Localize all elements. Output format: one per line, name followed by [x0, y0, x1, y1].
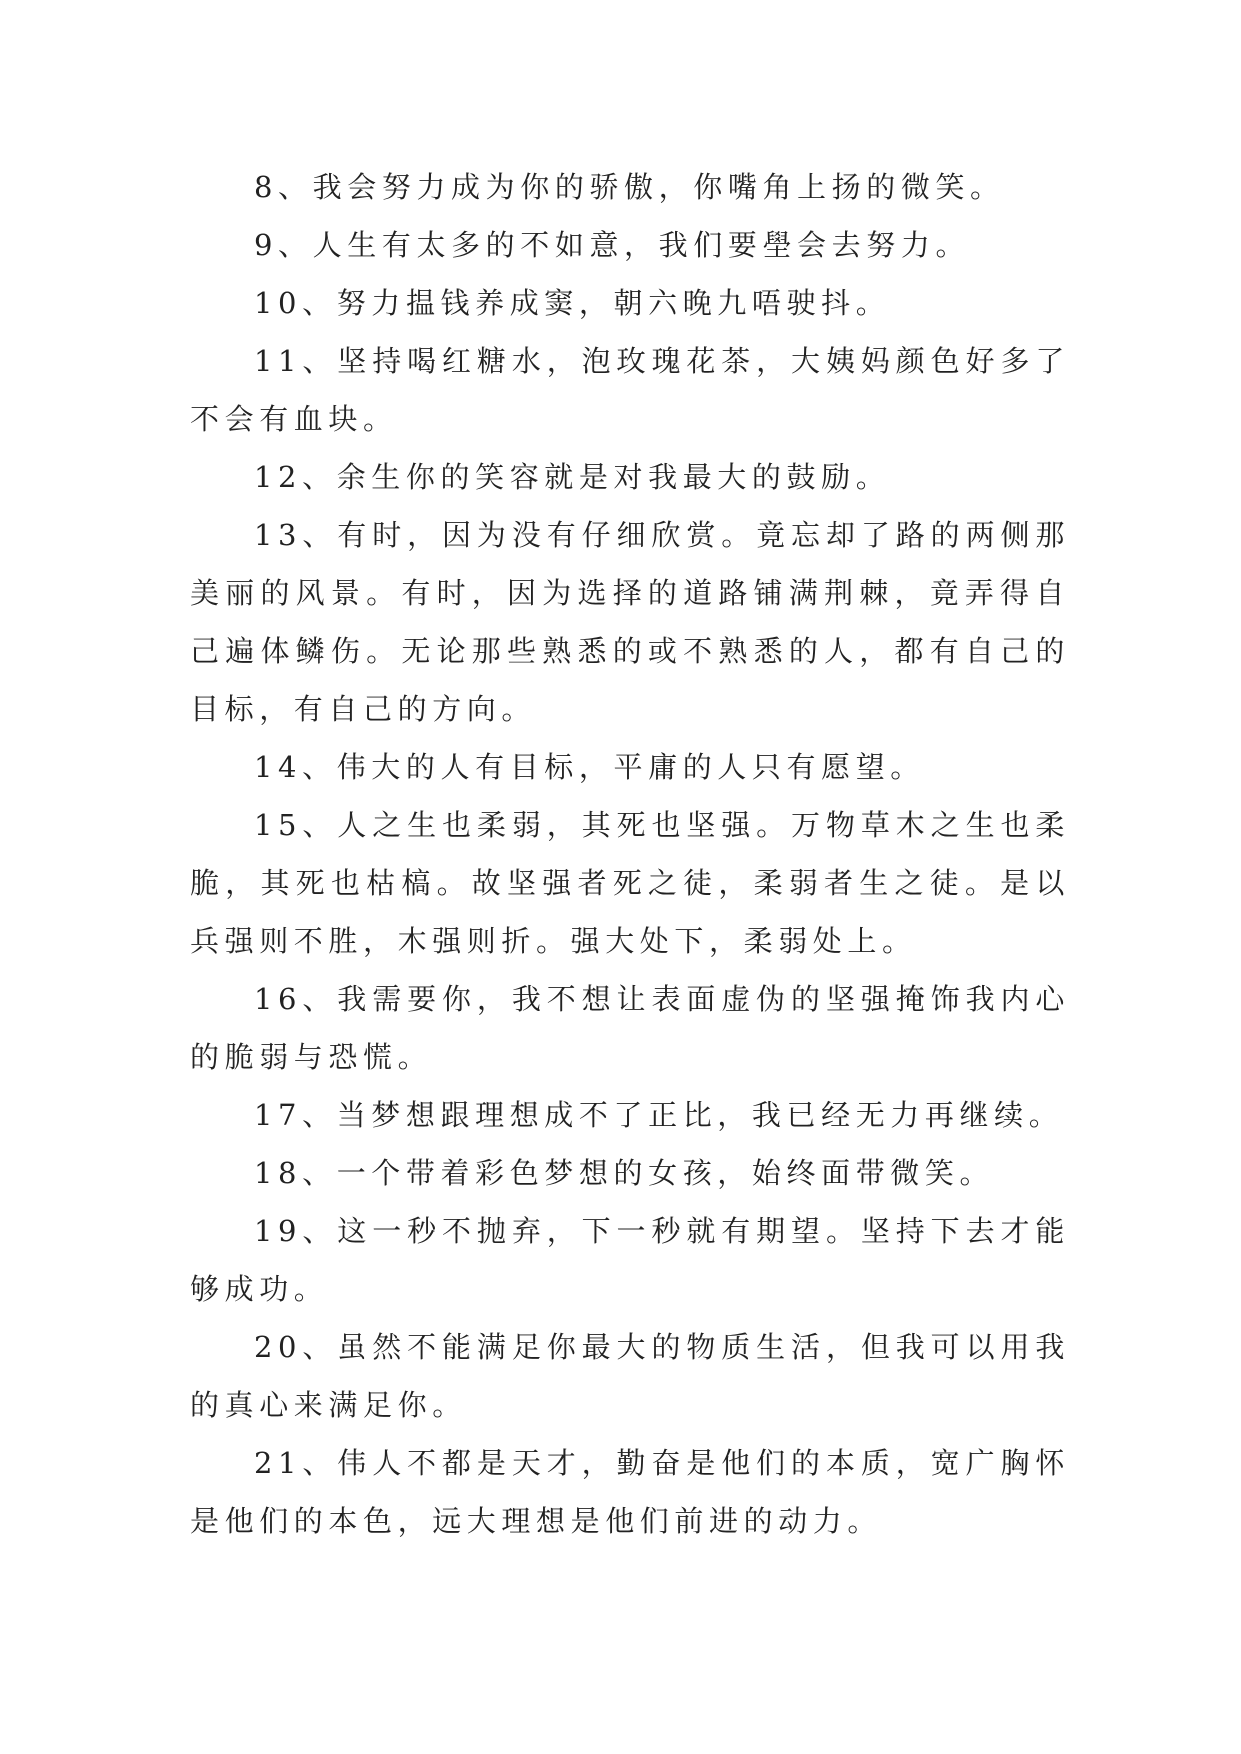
paragraph: 11、坚持喝红糖水，泡玫瑰花茶，大姨妈颜色好多了不会有血块。: [190, 344, 1070, 436]
paragraph: 18、一个带着彩色梦想的女孩，始终面带微笑。: [254, 1156, 995, 1190]
paragraph: 17、当梦想跟理想成不了正比，我已经无力再继续。: [254, 1098, 1064, 1132]
document-body: [190, 158, 1070, 1550]
paragraph: 20、虽然不能满足你最大的物质生活，但我可以用我的真心来满足你。: [190, 1330, 1070, 1422]
paragraph: 15、人之生也柔弱，其死也坚强。万物草木之生也柔脆，其死也枯槁。故坚强者死之徒，柔弱者生之徒。是以兵强则不胜，木强则折。强大处下，柔弱处上。: [190, 808, 1070, 958]
paragraph: 8、我会努力成为你的骄傲，你嘴角上扬的微笑。: [254, 170, 1005, 204]
paragraph: 14、伟大的人有目标，平庸的人只有愿望。: [254, 750, 925, 784]
paragraph: 16、我需要你，我不想让表面虚伪的坚强掩饰我内心的脆弱与恐慌。: [190, 982, 1070, 1074]
paragraph: 9、人生有太多的不如意，我们要壆会去努力。: [254, 228, 971, 262]
paragraph: 13、有时，因为没有仔细欣赏。竟忘却了路的两侧那美丽的风景。有时，因为选择的道路铺满荆棘，竟弄得自己遍体鳞伤。无论那些熟悉的或不熟悉的人，都有自己的目标，有自己的方向。: [190, 518, 1070, 726]
paragraph: 21、伟人不都是天才，勤奋是他们的本质，宽广胸怀是他们的本色，远大理想是他们前进的动力。: [190, 1446, 1070, 1538]
paragraph: 19、这一秒不抛弃，下一秒就有期望。坚持下去才能够成功。: [190, 1214, 1070, 1306]
paragraph: 12、余生你的笑容就是对我最大的鼓励。: [254, 460, 891, 494]
paragraph: 10、努力揾钱养成窦，朝六晚九唔驶抖。: [254, 286, 891, 320]
